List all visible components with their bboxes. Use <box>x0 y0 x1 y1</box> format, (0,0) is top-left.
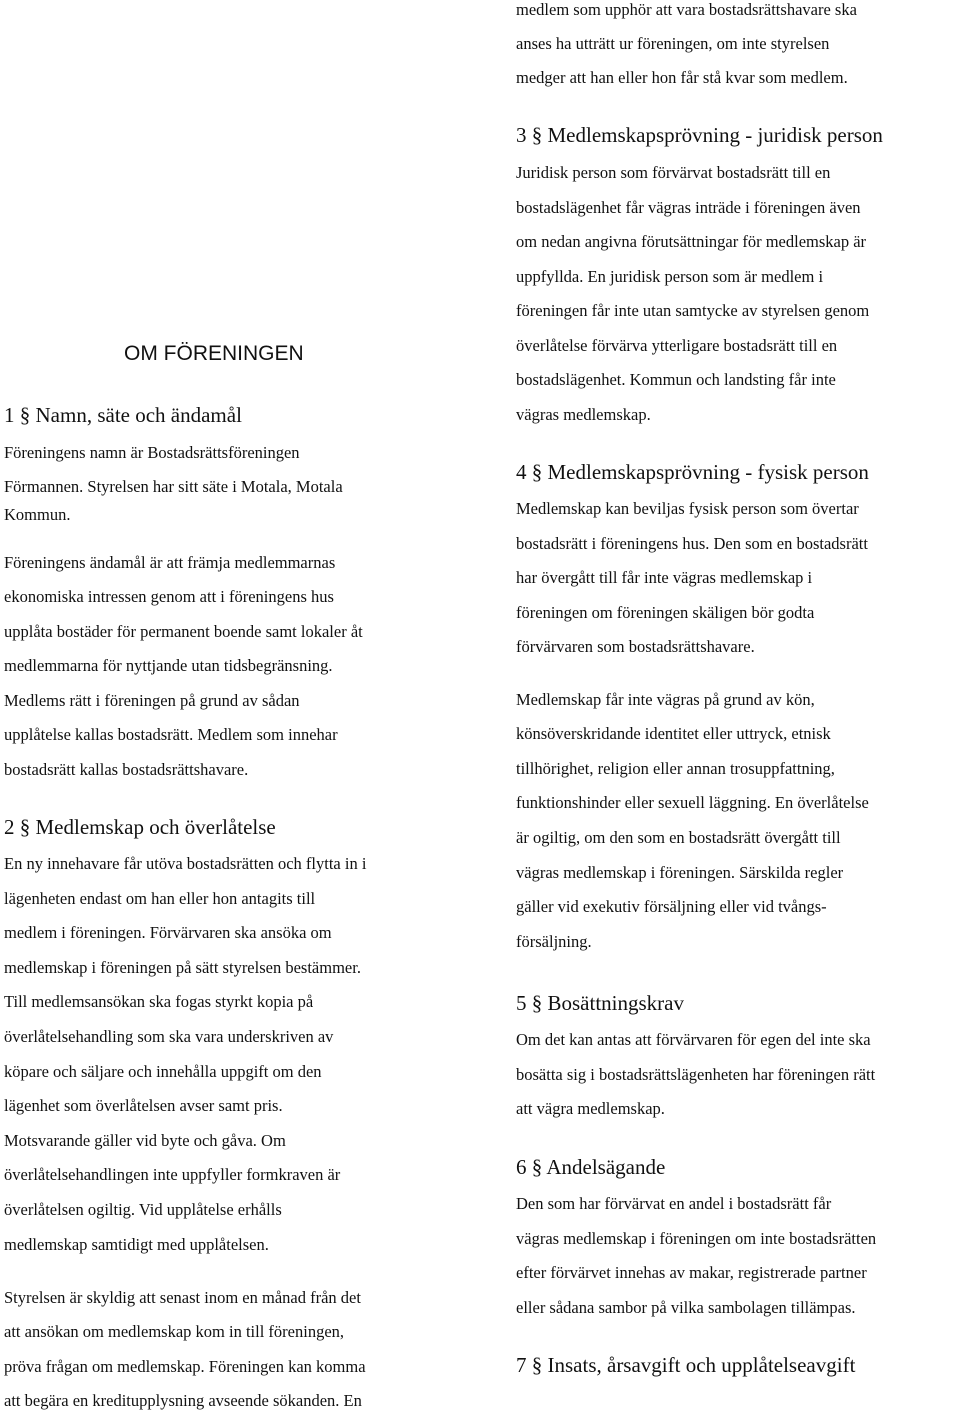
text-line: överlåtelsehandlingen inte uppfyller formkraven är <box>4 1165 341 1184</box>
text-line: Medlems rätt i föreningen på grund av sådan <box>4 691 300 710</box>
text-line: föreningen får inte utan samtycke av styrelsen genom <box>516 301 870 320</box>
text-line: könsöverskridande identitet eller uttryck, etnisk <box>516 724 831 743</box>
text-line: bostadslägenhet. Kommun och landsting får inte <box>516 370 836 389</box>
text-line: eller sådana sambor på vilka sambolagen tillämpas. <box>516 1298 856 1317</box>
text-line: har övergått till får inte vägras medlemskap i <box>516 568 813 587</box>
text-line: efter förvärvet innehas av makar, registrerade partner <box>516 1263 867 1282</box>
text-line: är ogiltig, om den som en bostadsrätt övergått till <box>516 828 841 847</box>
section-2-heading: 2 § Medlemskap och överlåtelse <box>4 815 276 839</box>
text-line: ekonomiska intressen genom att i föreningens hus <box>4 587 334 606</box>
text-line: Kommun. <box>4 505 71 524</box>
text-line: bosätta sig i bostadsrättslägenheten har föreningen rätt <box>516 1065 876 1084</box>
text-line: att begära en kreditupplysning avseende sökanden. En <box>4 1391 362 1410</box>
text-line: lägenhet som överlåtelsen avser samt pris. <box>4 1096 283 1115</box>
text-line: lägenheten endast om han eller hon antagits till <box>4 889 316 908</box>
text-line: förvärvaren som bostadsrättshavare. <box>516 637 755 656</box>
text-line: vägras medlemskap. <box>516 405 651 424</box>
text-line: uppfyllda. En juridisk person som är medlem i <box>516 267 824 286</box>
section-1-heading: 1 § Namn, säte och ändamål <box>4 403 242 427</box>
text-line: anses ha utträtt ur föreningen, om inte styrelsen <box>516 34 830 53</box>
text-line: Förmannen. Styrelsen har sitt säte i Motala, Motala <box>4 477 343 496</box>
text-line: Medlemskap får inte vägras på grund av kön, <box>516 690 815 709</box>
text-line: medlem i föreningen. Förvärvaren ska ansöka om <box>4 923 332 942</box>
text-line: pröva frågan om medlemskap. Föreningen kan komma <box>4 1357 366 1376</box>
text-line: försäljning. <box>516 932 592 951</box>
text-line: om nedan angivna förutsättningar för medlemskap är <box>516 232 867 251</box>
text-line: medlemmarna för nyttjande utan tidsbegränsning. <box>4 656 333 675</box>
text-line: vägras medlemskap i föreningen. Särskilda regler <box>516 863 844 882</box>
text-line: medlem som upphör att vara bostadsrättshavare ska <box>516 0 857 19</box>
text-line: att ansökan om medlemskap kom in till föreningen, <box>4 1322 345 1341</box>
text-line: att vägra medlemskap. <box>516 1099 665 1118</box>
text-line: upplåta bostäder för permanent boende samt lokaler åt <box>4 622 363 641</box>
text-line: bostadsrätt i föreningens hus. Den som en bostadsrätt <box>516 534 868 553</box>
text-line: överlåtelsehandling som ska vara underskriven av <box>4 1027 334 1046</box>
text-line: Styrelsen är skyldig att senast inom en månad från det <box>4 1288 361 1307</box>
text-line: medlemskap samtidigt med upplåtelsen. <box>4 1235 269 1254</box>
section-5-heading: 5 § Bosättningskrav <box>516 991 684 1015</box>
text-line: Den som har förvärvat en andel i bostadsrätt får <box>516 1194 832 1213</box>
text-line: överlåtelsen ogiltig. Vid upplåtelse erhålls <box>4 1200 282 1219</box>
text-line: Motsvarande gäller vid byte och gåva. Om <box>4 1131 286 1150</box>
section-4-heading: 4 § Medlemskapsprövning - fysisk person <box>516 460 869 484</box>
text-line: En ny innehavare får utöva bostadsrätten och flytta in i <box>4 854 367 873</box>
text-line: vägras medlemskap i föreningen om inte bostadsrätten <box>516 1229 877 1248</box>
text-line: Juridisk person som förvärvat bostadsrätt till en <box>516 163 831 182</box>
text-line: Föreningens ändamål är att främja medlemmarnas <box>4 553 336 572</box>
text-line: funktionshinder eller sexuell läggning. En överlåtelse <box>516 793 869 812</box>
section-3-heading: 3 § Medlemskapsprövning - juridisk person <box>516 123 883 147</box>
section-6-heading: 6 § Andelsägande <box>516 1155 666 1179</box>
text-line: Om det kan antas att förvärvaren för egen del inte ska <box>516 1030 871 1049</box>
text-line: bostadslägenhet får vägras inträde i föreningen även <box>516 198 861 217</box>
text-line: bostadsrätt kallas bostadsrättshavare. <box>4 760 249 779</box>
text-line: upplåtelse kallas bostadsrätt. Medlem som innehar <box>4 725 338 744</box>
text-line: föreningen om föreningen skäligen bör godta <box>516 603 815 622</box>
document-title: OM FÖRENINGEN <box>124 342 304 365</box>
text-line: köpare och säljare och innehålla uppgift om den <box>4 1062 322 1081</box>
text-line: medger att han eller hon får stå kvar som medlem. <box>516 68 848 87</box>
section-7-heading: 7 § Insats, årsavgift och upplåtelseavgift <box>516 1353 856 1377</box>
text-line: tillhörighet, religion eller annan trosuppfattning, <box>516 759 835 778</box>
text-line: överlåtelse förvärva ytterligare bostadsrätt till en <box>516 336 838 355</box>
text-line: Till medlemsansökan ska fogas styrkt kopia på <box>4 992 314 1011</box>
text-line: medlemskap i föreningen på sätt styrelsen bestämmer. <box>4 958 361 977</box>
text-line: Föreningens namn är Bostadsrättsföreningen <box>4 443 300 462</box>
text-line: gäller vid exekutiv försäljning eller vid tvångs- <box>516 897 827 916</box>
text-line: Medlemskap kan beviljas fysisk person som övertar <box>516 499 859 518</box>
